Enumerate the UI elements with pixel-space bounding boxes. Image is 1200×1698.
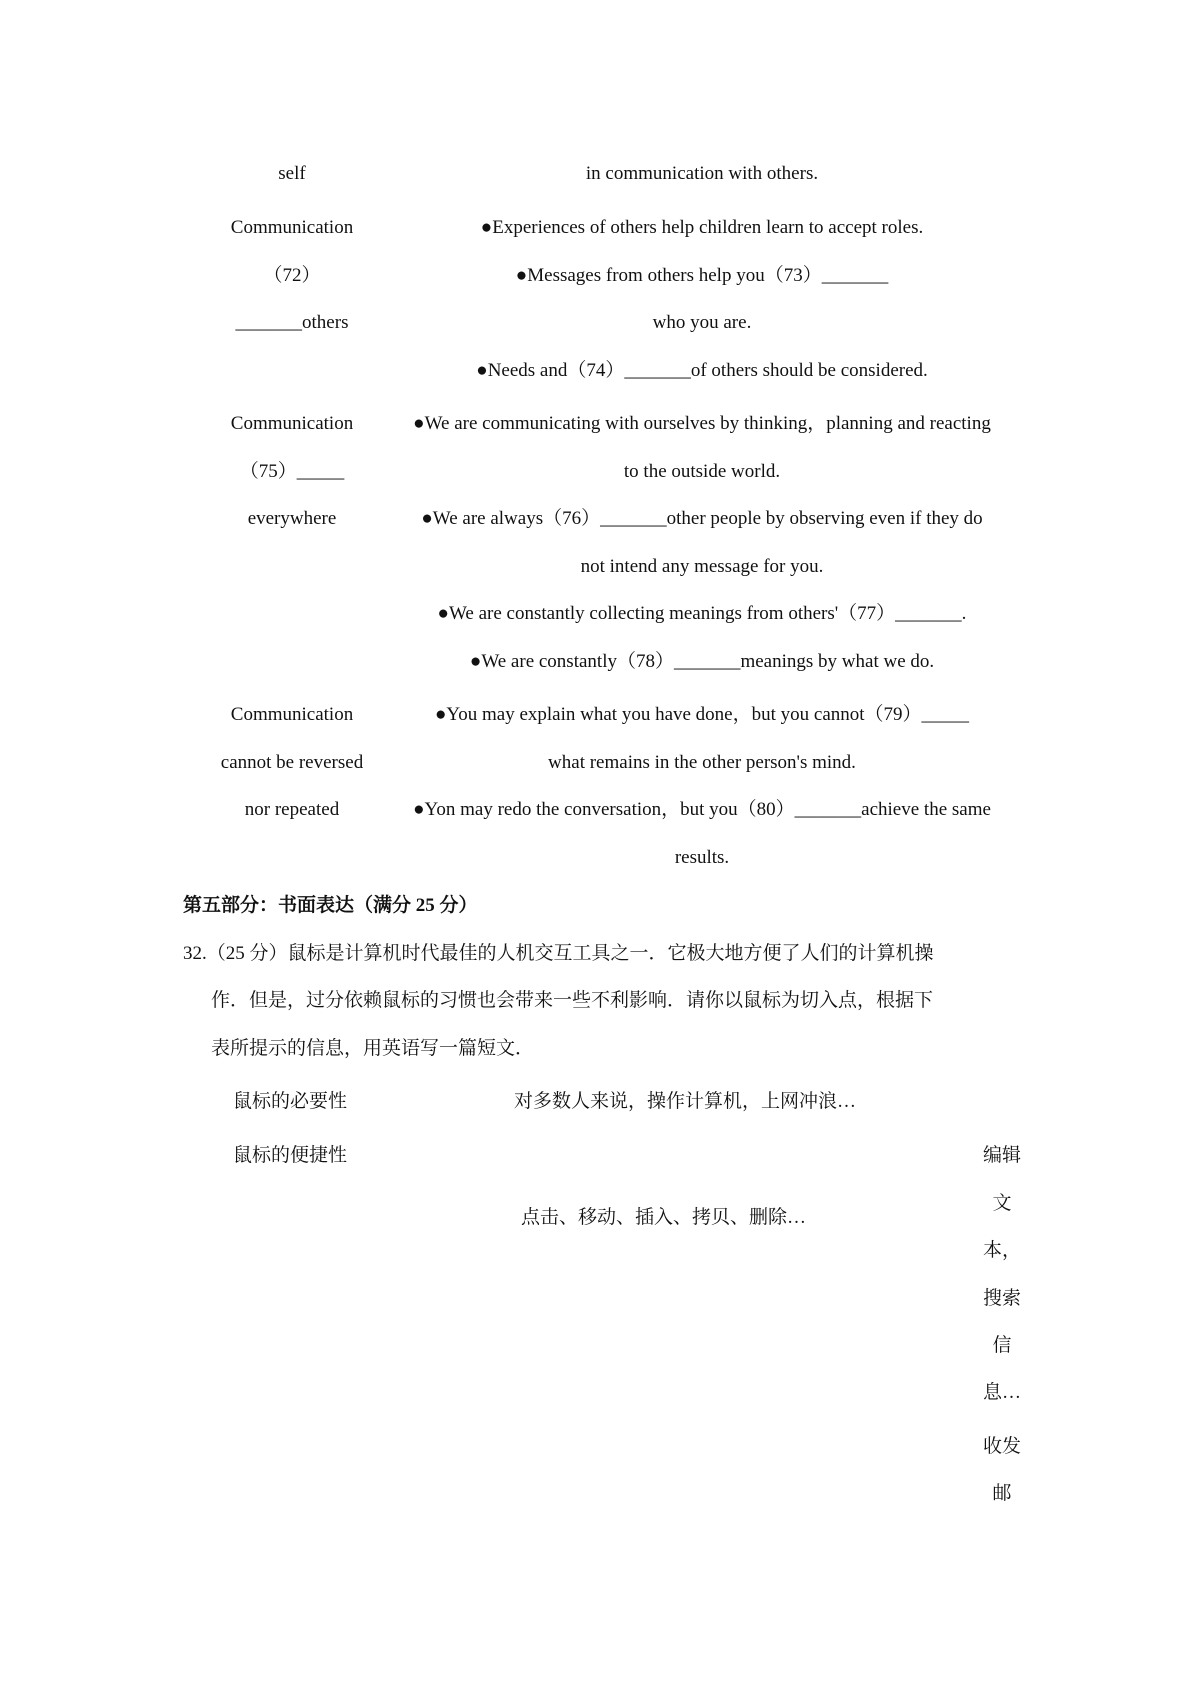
table1-left-cell: nor repeated: [244, 799, 340, 820]
table2-right-cell: 本，: [982, 1240, 1021, 1261]
table1-right-cell: ●We are constantly collecting meanings from others'（77）_______.: [437, 603, 967, 624]
table2-right-cell: 编辑: [982, 1145, 1021, 1166]
table1-right-cell: in communication with others.: [585, 163, 819, 184]
table1-right-cell: to the outside world.: [623, 461, 781, 482]
table1-right-cell: not intend any message for you.: [580, 556, 824, 577]
table2-right-cell: 收发: [982, 1436, 1021, 1457]
question-32-line2: 作．但是，过分依赖鼠标的习惯也会带来一些不利影响．请你以鼠标为切入点，根据下: [211, 990, 934, 1011]
table2-row2-mid: 点击、移动、插入、拷贝、删除…: [521, 1207, 807, 1228]
table1-right-cell: who you are.: [652, 312, 752, 333]
table1-left-cell: Communication: [230, 413, 354, 434]
table1-left-cell: everywhere: [247, 508, 337, 529]
section-heading: 第五部分：书面表达（满分 25 分）: [183, 895, 478, 916]
table1-left-cell: （72）: [263, 265, 321, 286]
table2-right-cell: 搜索: [982, 1288, 1021, 1309]
table2-row2-left: 鼠标的便捷性: [233, 1145, 348, 1166]
table1-right-cell: ●You may explain what you have done，but you cannot（79）_____: [434, 704, 970, 725]
table1-right-cell: ●We are communicating with ourselves by thinking，planning and reacting: [413, 413, 991, 434]
table1-left-cell: Communication: [230, 217, 354, 238]
table1-right-cell: results.: [674, 847, 730, 868]
table1-left-cell: _______others: [235, 312, 349, 333]
table1-right-cell: ●We are constantly（78）_______meanings by what we do.: [469, 651, 935, 672]
table2-right-cell: 邮: [992, 1483, 1012, 1504]
table1-right-cell: ●Experiences of others help children learn to accept roles.: [480, 217, 924, 238]
table1-right-cell: what remains in the other person's mind.: [548, 752, 856, 773]
table1-right-cell: ●Messages from others help you（73）_______: [515, 265, 889, 286]
table2-row1-mid: 对多数人来说，操作计算机，上网冲浪…: [514, 1091, 857, 1112]
table1-right-cell: ●Needs and（74）_______of others should be considered.: [476, 360, 928, 381]
question-32-line3: 表所提示的信息，用英语写一篇短文．: [211, 1038, 535, 1059]
table1-right-cell: ●Yon may redo the conversation，but you（80）_______achieve the same: [413, 799, 991, 820]
table2-right-cell: 信: [992, 1335, 1012, 1356]
table1-left-cell: Communication: [230, 704, 354, 725]
table1-right-cell: ●We are always（76）_______other people by observing even if they do: [421, 508, 983, 529]
question-32-line1: 32.（25 分）鼠标是计算机时代最佳的人机交互工具之一．它极大地方便了人们的计算机操: [183, 943, 934, 964]
table1-left-cell: （75）_____: [239, 461, 345, 482]
table2-right-cell: 息…: [982, 1382, 1021, 1403]
table1-left-cell: cannot be reversed: [220, 752, 364, 773]
table1-left-cell: self: [278, 163, 306, 184]
table2-row1-left: 鼠标的必要性: [233, 1091, 348, 1112]
table2-right-cell: 文: [992, 1193, 1012, 1214]
